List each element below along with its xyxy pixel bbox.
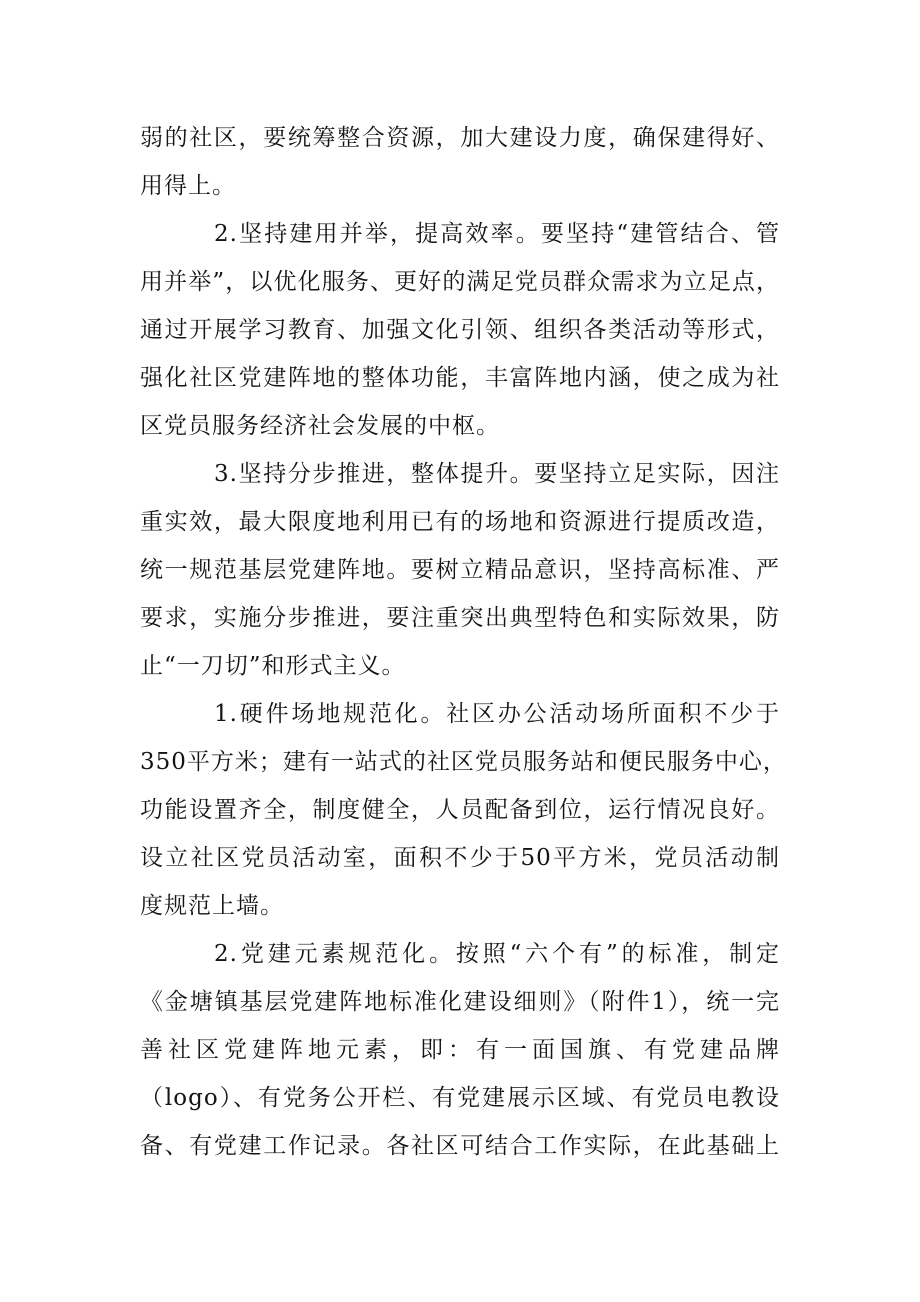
paragraph-heading-line: 3.坚持分步推进，整体提升。要坚持立足实际，因注 — [214, 461, 780, 487]
text-line: 要求，实施分步推进，要注重突出典型特色和实际效果，防 — [140, 605, 780, 631]
paragraph-heading-line: 2.坚持建用并举，提高效率。要坚持“建管结合、管 — [214, 221, 780, 247]
text-line: 强化社区党建阵地的整体功能，丰富阵地内涵，使之成为社 — [140, 365, 780, 391]
text-line: 通过开展学习教育、加强文化引领、组织各类活动等形式， — [140, 317, 780, 343]
text-line: 备、有党建工作记录。各社区可结合工作实际，在此基础上 — [140, 1133, 780, 1159]
text-line: 功能设置齐全，制度健全，人员配备到位，运行情况良好。 — [140, 797, 780, 823]
text-line: 度规范上墙。 — [140, 893, 284, 919]
text-line: 善社区党建阵地元素，即：有一面国旗、有党建品牌 — [140, 1037, 780, 1063]
text-line: 弱的社区，要统筹整合资源，加大建设力度，确保建得好、 — [140, 125, 780, 151]
text-line: 350平方米；建有一站式的社区党员服务站和便民服务中心， — [140, 749, 787, 775]
text-line: 设立社区党员活动室，面积不少于50平方米，党员活动制 — [140, 845, 780, 871]
text-line: （logo）、有党务公开栏、有党建展示区域、有党员电教设 — [140, 1085, 780, 1111]
paragraph-heading-line: 2.党建元素规范化。按照“六个有”的标准，制定 — [214, 941, 780, 967]
text-line: 《金塘镇基层党建阵地标准化建设细则》（附件1），统一完 — [140, 989, 780, 1015]
paragraph-heading-line: 1.硬件场地规范化。社区办公活动场所面积不少于 — [214, 701, 780, 727]
text-line: 用得上。 — [140, 173, 236, 199]
text-line: 止“一刀切”和形式主义。 — [140, 653, 406, 679]
text-line: 统一规范基层党建阵地。要树立精品意识，坚持高标准、严 — [140, 557, 780, 583]
text-line: 重实效，最大限度地利用已有的场地和资源进行提质改造， — [140, 509, 780, 535]
text-line: 用并举”，以优化服务、更好的满足党员群众需求为立足点， — [140, 269, 780, 295]
text-line: 区党员服务经济社会发展的中枢。 — [140, 413, 500, 439]
